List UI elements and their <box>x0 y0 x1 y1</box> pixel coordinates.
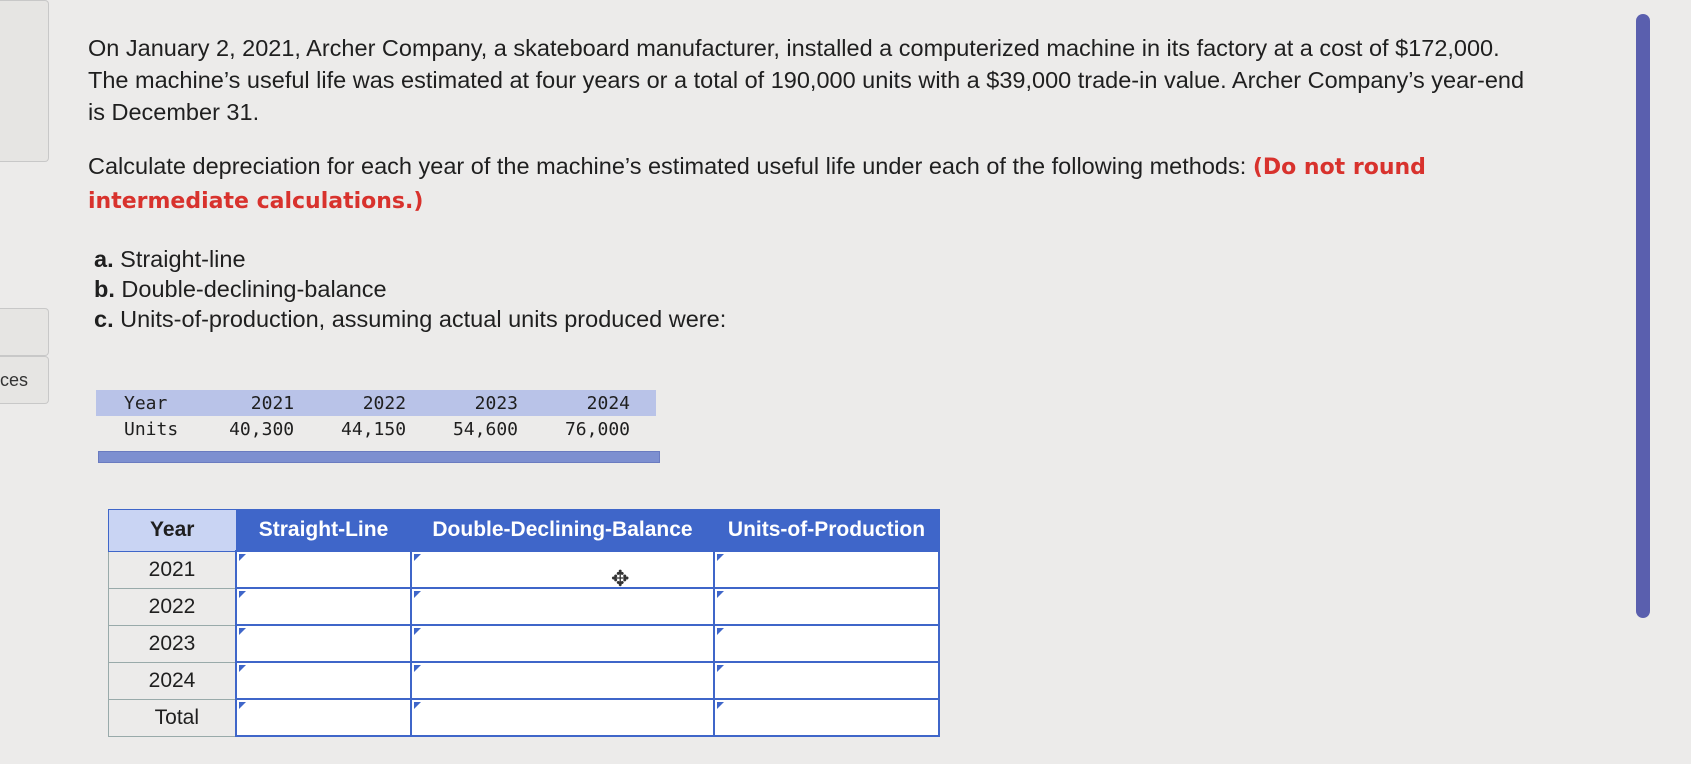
straight-line-field[interactable] <box>237 552 410 587</box>
header-straight-line: Straight-Line <box>236 510 411 552</box>
header-units-of-production: Units-of-Production <box>714 510 939 552</box>
ddb-field[interactable] <box>412 589 713 624</box>
straight-line-field[interactable] <box>237 663 410 698</box>
header-double-declining-balance: Double-Declining-Balance <box>411 510 714 552</box>
units-table-bottom-bar <box>98 451 660 463</box>
units-table-units-label: Units <box>124 418 179 440</box>
side-panel-tab-top[interactable] <box>0 0 49 162</box>
answer-row-2023 <box>109 625 940 662</box>
methods-list <box>94 244 726 334</box>
ddb-input-2024[interactable] <box>411 662 714 699</box>
method-item-a: a. Straight-line <box>94 246 246 272</box>
instruction-main: Calculate depreciation for each year of the machine’s estimated useful life under each of the following methods: <box>88 153 1253 179</box>
ddb-field[interactable] <box>412 700 713 735</box>
units-table-year-row <box>96 390 656 416</box>
ddb-field[interactable] <box>412 626 713 661</box>
answer-row-total <box>109 699 940 736</box>
side-panel-label: ces <box>0 370 29 390</box>
row-year-label: 2022 <box>109 588 237 625</box>
uop-input-total[interactable] <box>714 699 939 736</box>
uop-field[interactable] <box>715 626 938 661</box>
units-table-year-cell: 2021 <box>208 390 320 416</box>
ddb-input-2021[interactable] <box>411 551 714 588</box>
straight-line-field[interactable] <box>237 626 410 661</box>
row-year-label: 2021 <box>109 551 237 588</box>
uop-field[interactable] <box>715 589 938 624</box>
units-table-year-cell: 2022 <box>320 390 432 416</box>
side-panel-tab-middle[interactable] <box>0 308 49 356</box>
ddb-input-2023[interactable] <box>411 625 714 662</box>
method-item-b: b. Double-declining-balance <box>94 276 387 302</box>
straight-line-field[interactable] <box>237 700 410 735</box>
answer-row-2022 <box>109 588 940 625</box>
uop-field[interactable] <box>715 663 938 698</box>
row-year-label: 2023 <box>109 625 237 662</box>
uop-field[interactable] <box>715 552 938 587</box>
uop-field[interactable] <box>715 700 938 735</box>
units-table-year-cell: 2023 <box>432 390 544 416</box>
instruction-emphasis: (Do not round intermediate calculations.) <box>88 155 1426 214</box>
straight-line-input-2022[interactable] <box>236 588 411 625</box>
mouse-cursor-icon: ✥ <box>611 566 630 591</box>
answer-table-header-row <box>109 510 940 552</box>
ddb-field[interactable] <box>412 552 713 587</box>
units-produced-table <box>96 390 656 442</box>
uop-input-2023[interactable] <box>714 625 939 662</box>
units-table-year-cell: 2024 <box>544 390 656 416</box>
straight-line-input-total[interactable] <box>236 699 411 736</box>
method-item-c: c. Units-of-production, assuming actual units produced were: <box>94 306 727 332</box>
straight-line-field[interactable] <box>237 589 410 624</box>
uop-input-2021[interactable] <box>714 551 939 588</box>
straight-line-input-2023[interactable] <box>236 625 411 662</box>
ddb-input-total[interactable] <box>411 699 714 736</box>
units-table-year-label: Year <box>96 390 208 416</box>
problem-statement: On January 2, 2021, Archer Company, a skateboard manufacturer, installed a computerized machine in its factory at a cost of $172,000. The machine’s useful life was estimated at four years or a total of 190,000 units with a $39,000 trade-in value. Archer Company’s year-end is December 31. <box>88 35 1525 125</box>
units-table-units-cell: 44,150 <box>341 418 407 440</box>
depreciation-answer-table <box>108 509 940 737</box>
vertical-scrollbar[interactable] <box>1636 14 1650 618</box>
units-table-units-cell: 54,600 <box>452 418 518 440</box>
header-year: Year <box>109 510 237 552</box>
units-table-units-cell: 76,000 <box>564 418 630 440</box>
ddb-field[interactable] <box>412 663 713 698</box>
answer-row-2024 <box>109 662 940 699</box>
units-table-units-row <box>96 416 656 442</box>
uop-input-2022[interactable] <box>714 588 939 625</box>
ddb-input-2022[interactable] <box>411 588 714 625</box>
units-table-units-cell: 40,300 <box>229 418 295 440</box>
answer-row-2021 <box>109 551 940 588</box>
straight-line-input-2021[interactable] <box>236 551 411 588</box>
row-year-label: 2024 <box>109 662 237 699</box>
uop-input-2024[interactable] <box>714 662 939 699</box>
instruction-text <box>88 150 1528 218</box>
row-total-label: Total <box>109 699 237 736</box>
straight-line-input-2024[interactable] <box>236 662 411 699</box>
